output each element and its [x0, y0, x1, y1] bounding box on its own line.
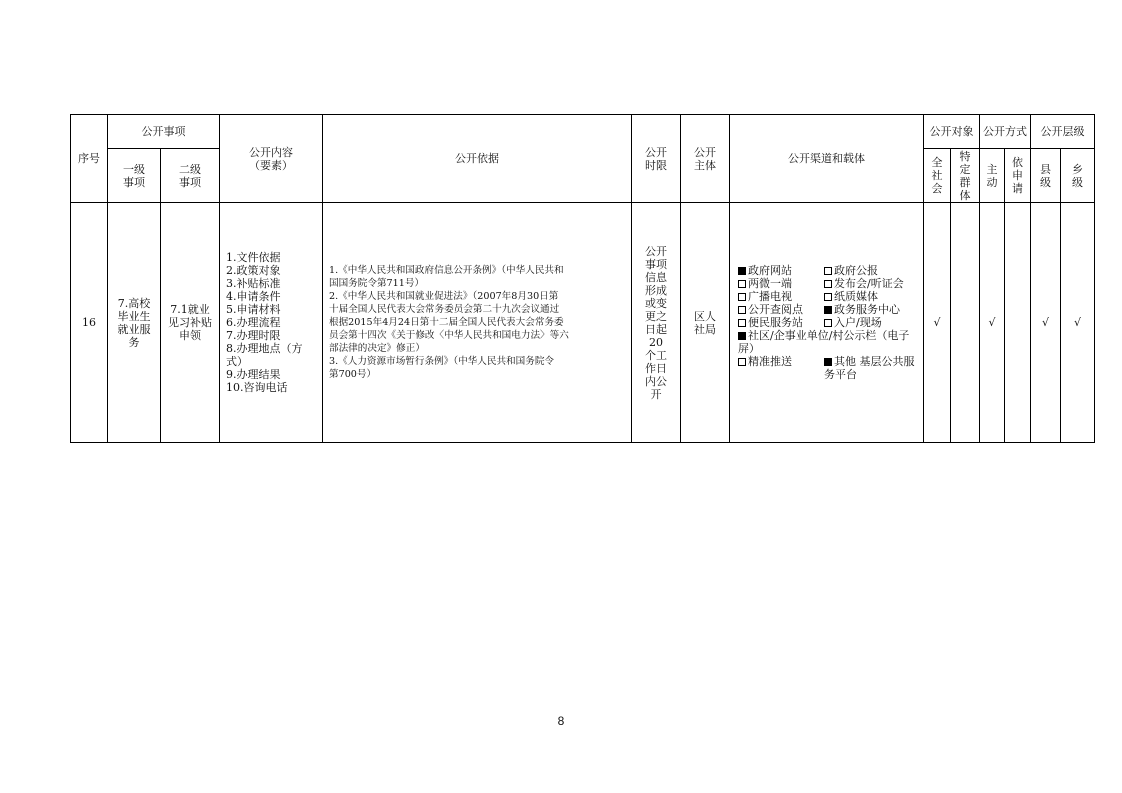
- list-item: 3.补贴标准: [226, 277, 281, 290]
- header-level2-text: 二级事项: [179, 162, 201, 189]
- channel-label: 纸质媒体: [834, 290, 878, 303]
- basis-line: 员会第十四次《关于修改〈中华人民共和国电力法〉等六: [329, 330, 569, 341]
- channel-item: [738, 290, 824, 303]
- list-item: 6.办理流程: [226, 316, 281, 329]
- header-mode: [980, 115, 1031, 149]
- basis-line: 十届全国人民代表大会常务委员会第二十九次会议通过: [329, 304, 560, 315]
- empty-box-icon: [824, 280, 832, 288]
- row-target-all: √: [924, 203, 951, 443]
- header-time-limit-text: 公开时限: [645, 145, 667, 172]
- checked-box-icon: [738, 332, 746, 340]
- list-item: 8.办理地点（方: [226, 342, 303, 355]
- channel-item: [738, 355, 824, 381]
- header-mode-apply: [1005, 149, 1031, 203]
- header-level: 公开层级: [1031, 115, 1095, 149]
- row-channels: [730, 203, 924, 443]
- header-content: [220, 115, 323, 203]
- basis-line: 第700号）: [329, 369, 377, 380]
- table-row: [71, 203, 1095, 443]
- list-item: 7.办理时限: [226, 329, 281, 342]
- header-level-town-text: 乡级: [1072, 162, 1083, 189]
- channel-label: 政务服务中心: [834, 303, 900, 316]
- header-basis: 公开依据: [323, 115, 632, 203]
- row-basis: [323, 203, 632, 443]
- header-mode-text: 公开方式: [983, 125, 1027, 138]
- row-target-specific: [951, 203, 980, 443]
- checked-box-icon: [824, 306, 832, 314]
- header-target-all-text: 全社会: [931, 156, 943, 195]
- header-subject: [681, 115, 730, 203]
- channel-item: [824, 290, 915, 303]
- header-mode-apply-text: 依申请: [1012, 156, 1023, 195]
- channel-item: [738, 303, 824, 316]
- row-level2: [161, 203, 220, 443]
- header-subject-text: 公开主体: [694, 145, 716, 172]
- channel-item: [738, 329, 915, 355]
- list-item: 式）: [226, 355, 248, 368]
- list-item: 5.申请材料: [226, 303, 281, 316]
- channel-item: [738, 316, 824, 329]
- row-level1: [108, 203, 161, 443]
- header-seq: 序号: [71, 115, 108, 203]
- row-mode-active: √: [980, 203, 1005, 443]
- channel-label: 政府网站: [748, 264, 792, 277]
- header-content-text: 公开内容（要素）: [249, 145, 293, 172]
- header-level1-text: 一级事项: [123, 162, 145, 189]
- header-target-specific: [951, 149, 980, 203]
- channel-label: 社区/企事业单位/村公示栏（电子屏）: [738, 329, 910, 355]
- channel-item: [824, 264, 915, 277]
- basis-line: 根据2015年4月24日第十二届全国人民代表大会常务委: [329, 317, 564, 328]
- header-channel: 公开渠道和载体: [730, 115, 924, 203]
- header-mode-active: [980, 149, 1005, 203]
- basis-line: 国国务院令第711号）: [329, 278, 425, 289]
- channel-item: [738, 264, 824, 277]
- header-target-all: [924, 149, 951, 203]
- basis-line: 1.《中华人民共和国政府信息公开条例》（中华人民共和: [329, 265, 564, 276]
- empty-box-icon: [738, 293, 746, 301]
- header-level2: [161, 149, 220, 203]
- header-target-text: 公开对象: [929, 125, 974, 138]
- list-item: 4.申请条件: [226, 290, 281, 303]
- header-level-county: [1031, 149, 1061, 203]
- header-target-specific-text: 特定群体: [959, 149, 971, 202]
- basis-text: [329, 264, 625, 381]
- channel-label: 广播电视: [748, 290, 792, 303]
- empty-box-icon: [824, 293, 832, 301]
- row-level2-text: 7.1就业见习补贴申领: [168, 303, 212, 342]
- channel-label: 入户/现场: [834, 316, 882, 329]
- row-level-county: √: [1031, 203, 1061, 443]
- list-item: 1.文件依据: [226, 251, 281, 264]
- row-mode-apply: [1005, 203, 1031, 443]
- row-seq: 16: [71, 203, 108, 443]
- channel-label: 精准推送: [748, 355, 792, 368]
- channel-item: [824, 277, 915, 290]
- channel-grid: [738, 264, 915, 381]
- header-time-limit: [632, 115, 681, 203]
- list-item: 2.政策对象: [226, 264, 281, 277]
- header-public-items: 公开事项: [108, 115, 220, 149]
- row-time-limit-text: 公开事项信息形成或变更之日起20个工作日内公开: [645, 244, 667, 401]
- channel-label: 便民服务站: [748, 316, 803, 329]
- empty-box-icon: [738, 280, 746, 288]
- channel-label: 其他 基层公共服务平台: [824, 355, 915, 381]
- disclosure-table: [70, 114, 1095, 443]
- channel-label: 发布会/听证会: [834, 277, 904, 290]
- channel-item: [738, 277, 824, 290]
- channel-label: 公开查阅点: [748, 303, 803, 316]
- channel-item: [824, 355, 915, 381]
- content-list: [226, 251, 316, 394]
- basis-line: 部法律的决定》修正）: [329, 343, 425, 354]
- channel-item: [824, 303, 915, 316]
- header-mode-active-text: 主动: [986, 162, 998, 189]
- checked-box-icon: [824, 358, 832, 366]
- channel-label: 两微一端: [748, 277, 792, 290]
- header-level-county-text: 县级: [1040, 162, 1051, 189]
- basis-line: 3.《人力资源市场暂行条例》（中华人民共和国务院令: [329, 356, 555, 367]
- channel-item: [824, 316, 915, 329]
- row-subject: [681, 203, 730, 443]
- list-item: 9.办理结果: [226, 368, 281, 381]
- row-content: [220, 203, 323, 443]
- header-row-1: [71, 115, 1095, 149]
- row-level-town: √: [1061, 203, 1095, 443]
- header-level1: [108, 149, 161, 203]
- basis-line: 2.《中华人民共和国就业促进法》（2007年8月30日第: [329, 291, 559, 302]
- page-number: 8: [557, 714, 565, 728]
- checked-box-icon: [738, 267, 746, 275]
- empty-box-icon: [738, 358, 746, 366]
- header-target: [924, 115, 980, 149]
- channel-label: 政府公报: [834, 264, 878, 277]
- empty-box-icon: [738, 319, 746, 327]
- empty-box-icon: [824, 267, 832, 275]
- list-item: 10.咨询电话: [226, 381, 288, 394]
- row-level1-text: 7.高校毕业生就业服务: [117, 296, 151, 349]
- header-level-town: [1061, 149, 1095, 203]
- empty-box-icon: [738, 306, 746, 314]
- row-time-limit: [632, 203, 681, 443]
- row-subject-text: 区人社局: [694, 309, 716, 336]
- empty-box-icon: [824, 319, 832, 327]
